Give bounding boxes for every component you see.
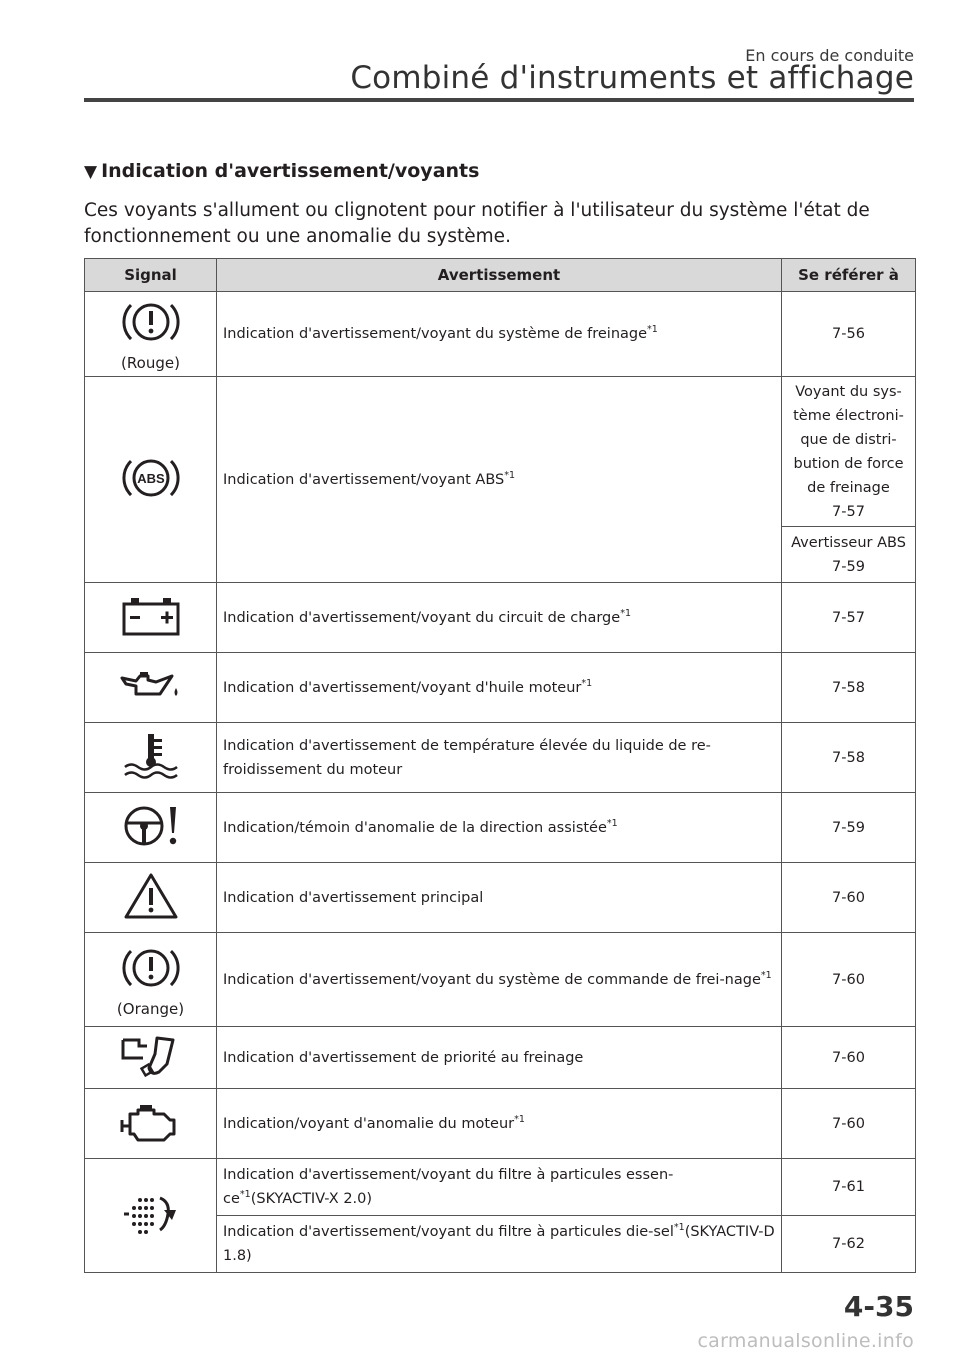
signal-cell (85, 1159, 217, 1273)
signal-cell (85, 653, 217, 723)
page-number: 4-35 (843, 1290, 914, 1323)
signal-cell (85, 863, 217, 933)
signal-cell (85, 292, 217, 377)
brake-control-icon (121, 942, 181, 994)
reference-cell: 7-61 (782, 1159, 916, 1216)
reference-cell: 7-60 (782, 1089, 916, 1159)
column-header-reference: Se référer à (782, 259, 916, 292)
table-row (85, 1089, 916, 1159)
footnote-marker: *1 (620, 607, 631, 619)
warning-cell (217, 377, 782, 583)
table-row (85, 863, 916, 933)
reference-cell: 7-59 (782, 793, 916, 863)
footnote-marker: *1 (647, 324, 658, 335)
warning-text: Indication/voyant d'anomalie du moteur (223, 1115, 515, 1132)
footnote-marker: *1 (606, 817, 618, 829)
footnote-marker: *1 (239, 1189, 251, 1200)
warning-cell (217, 863, 782, 933)
footnote-marker: *1 (673, 1222, 685, 1233)
table-row (85, 377, 916, 527)
power-steering-icon (118, 801, 184, 851)
warning-cell (217, 933, 782, 1027)
section-heading-text: Indication d'avertissement/voyants (101, 160, 480, 182)
reference-cell: 7-62 (782, 1216, 916, 1273)
brake-priority-icon (119, 1032, 183, 1080)
page-title: Combiné d'instruments et affichage (350, 60, 914, 96)
reference-cell: 7-60 (782, 1027, 916, 1089)
warning-text: Indication d'avertissement/voyant du filtre à particules die-sel (223, 1224, 674, 1240)
reference-cell: 7-60 (782, 933, 916, 1027)
engine-variant-label: (SKYACTIV-X 2.0) (250, 1191, 373, 1207)
warning-text: Indication d'avertissement/voyant du système de freinage (223, 326, 648, 342)
reference-cell: 7-58 (782, 653, 916, 723)
signal-cell (85, 1027, 217, 1089)
warning-text: Indication d'avertissement/voyant ABS (223, 471, 505, 488)
warning-cell (217, 653, 782, 723)
reference-page: 7-57 (832, 503, 865, 520)
footnote-marker: *1 (581, 677, 593, 689)
svg-text:ABS: ABS (136, 470, 165, 486)
table-header-row (85, 259, 916, 292)
reference-text: Avertisseur ABS (791, 534, 906, 551)
table-row (85, 933, 916, 1027)
master-warning-icon (122, 871, 180, 921)
icon-caption: (Orange) (116, 999, 185, 1018)
oil-can-icon (118, 668, 184, 704)
warning-cell (217, 1159, 782, 1216)
footnote-marker: *1 (514, 1113, 525, 1125)
coolant-temperature-icon (121, 731, 181, 781)
signal-cell (85, 723, 217, 793)
warning-text: Indication d'avertissement/voyant du filtre à particules essen-ce (223, 1167, 674, 1207)
column-header-warning: Avertissement (217, 259, 782, 292)
table-row (85, 793, 916, 863)
warning-text: Indication d'avertissement de priorité au freinage (223, 1049, 584, 1066)
intro-paragraph: Ces voyants s'allument ou clignotent pour notifier à l'utilisateur du système l'état de fonctionnement ou une anomalie du système. (84, 200, 870, 247)
reference-cell: 7-58 (782, 723, 916, 793)
table-row (85, 292, 916, 377)
reference-cell (782, 527, 916, 583)
reference-cell: 7-60 (782, 863, 916, 933)
signal-cell (85, 377, 217, 583)
brake-warning-icon (121, 296, 181, 348)
header-section-label: En cours de conduite (745, 46, 914, 65)
header-rule (84, 98, 914, 102)
signal-cell (85, 583, 217, 653)
warning-cell (217, 1089, 782, 1159)
table-row (85, 723, 916, 793)
abs-icon (121, 452, 181, 504)
warning-text: Indication/témoin d'anomalie de la direction assistée (223, 819, 607, 836)
table-row (85, 1027, 916, 1089)
reference-cell: 7-56 (782, 292, 916, 377)
check-engine-icon (118, 1100, 184, 1144)
warning-cell (217, 1027, 782, 1089)
warning-cell (217, 1216, 782, 1273)
section-heading (84, 160, 479, 182)
warning-cell (217, 723, 782, 793)
footnote-marker: *1 (760, 969, 772, 981)
warning-text: Indication d'avertissement/voyant du circuit de charge (223, 609, 621, 626)
table-row (85, 1159, 916, 1216)
signal-cell (85, 793, 217, 863)
reference-cell (782, 377, 916, 527)
reference-text: Voyant du sys-tème électroni-que de distri-bution de force de freinage (793, 383, 904, 496)
footnote-marker: *1 (504, 469, 516, 481)
icon-caption: (Rouge) (121, 354, 180, 372)
warning-cell (217, 292, 782, 377)
column-header-signal: Signal (85, 259, 217, 292)
reference-page: 7-59 (832, 558, 865, 575)
warning-cell (217, 583, 782, 653)
engine-variant-label: (SKYACTIV-D 1.8) (223, 1224, 775, 1264)
warning-cell (217, 793, 782, 863)
signal-cell (85, 1089, 217, 1159)
signal-cell (85, 933, 217, 1027)
particulate-filter-icon (120, 1190, 182, 1238)
battery-icon (119, 594, 183, 638)
warning-text: Indication d'avertissement/voyant d'huile moteur (223, 679, 582, 696)
reference-cell: 7-57 (782, 583, 916, 653)
triangle-marker-icon: ▼ (84, 162, 98, 182)
warning-text: Indication d'avertissement/voyant du système de commande de frei-nage (223, 971, 761, 988)
warning-text: Indication d'avertissement principal (223, 889, 484, 906)
warning-lights-table (84, 258, 916, 1273)
table-row (85, 583, 916, 653)
table-row (85, 653, 916, 723)
watermark: carmanualsonline.info (697, 1330, 914, 1352)
warning-text: Indication d'avertissement de température élevée du liquide de re-froidissement du moteur (223, 737, 711, 778)
